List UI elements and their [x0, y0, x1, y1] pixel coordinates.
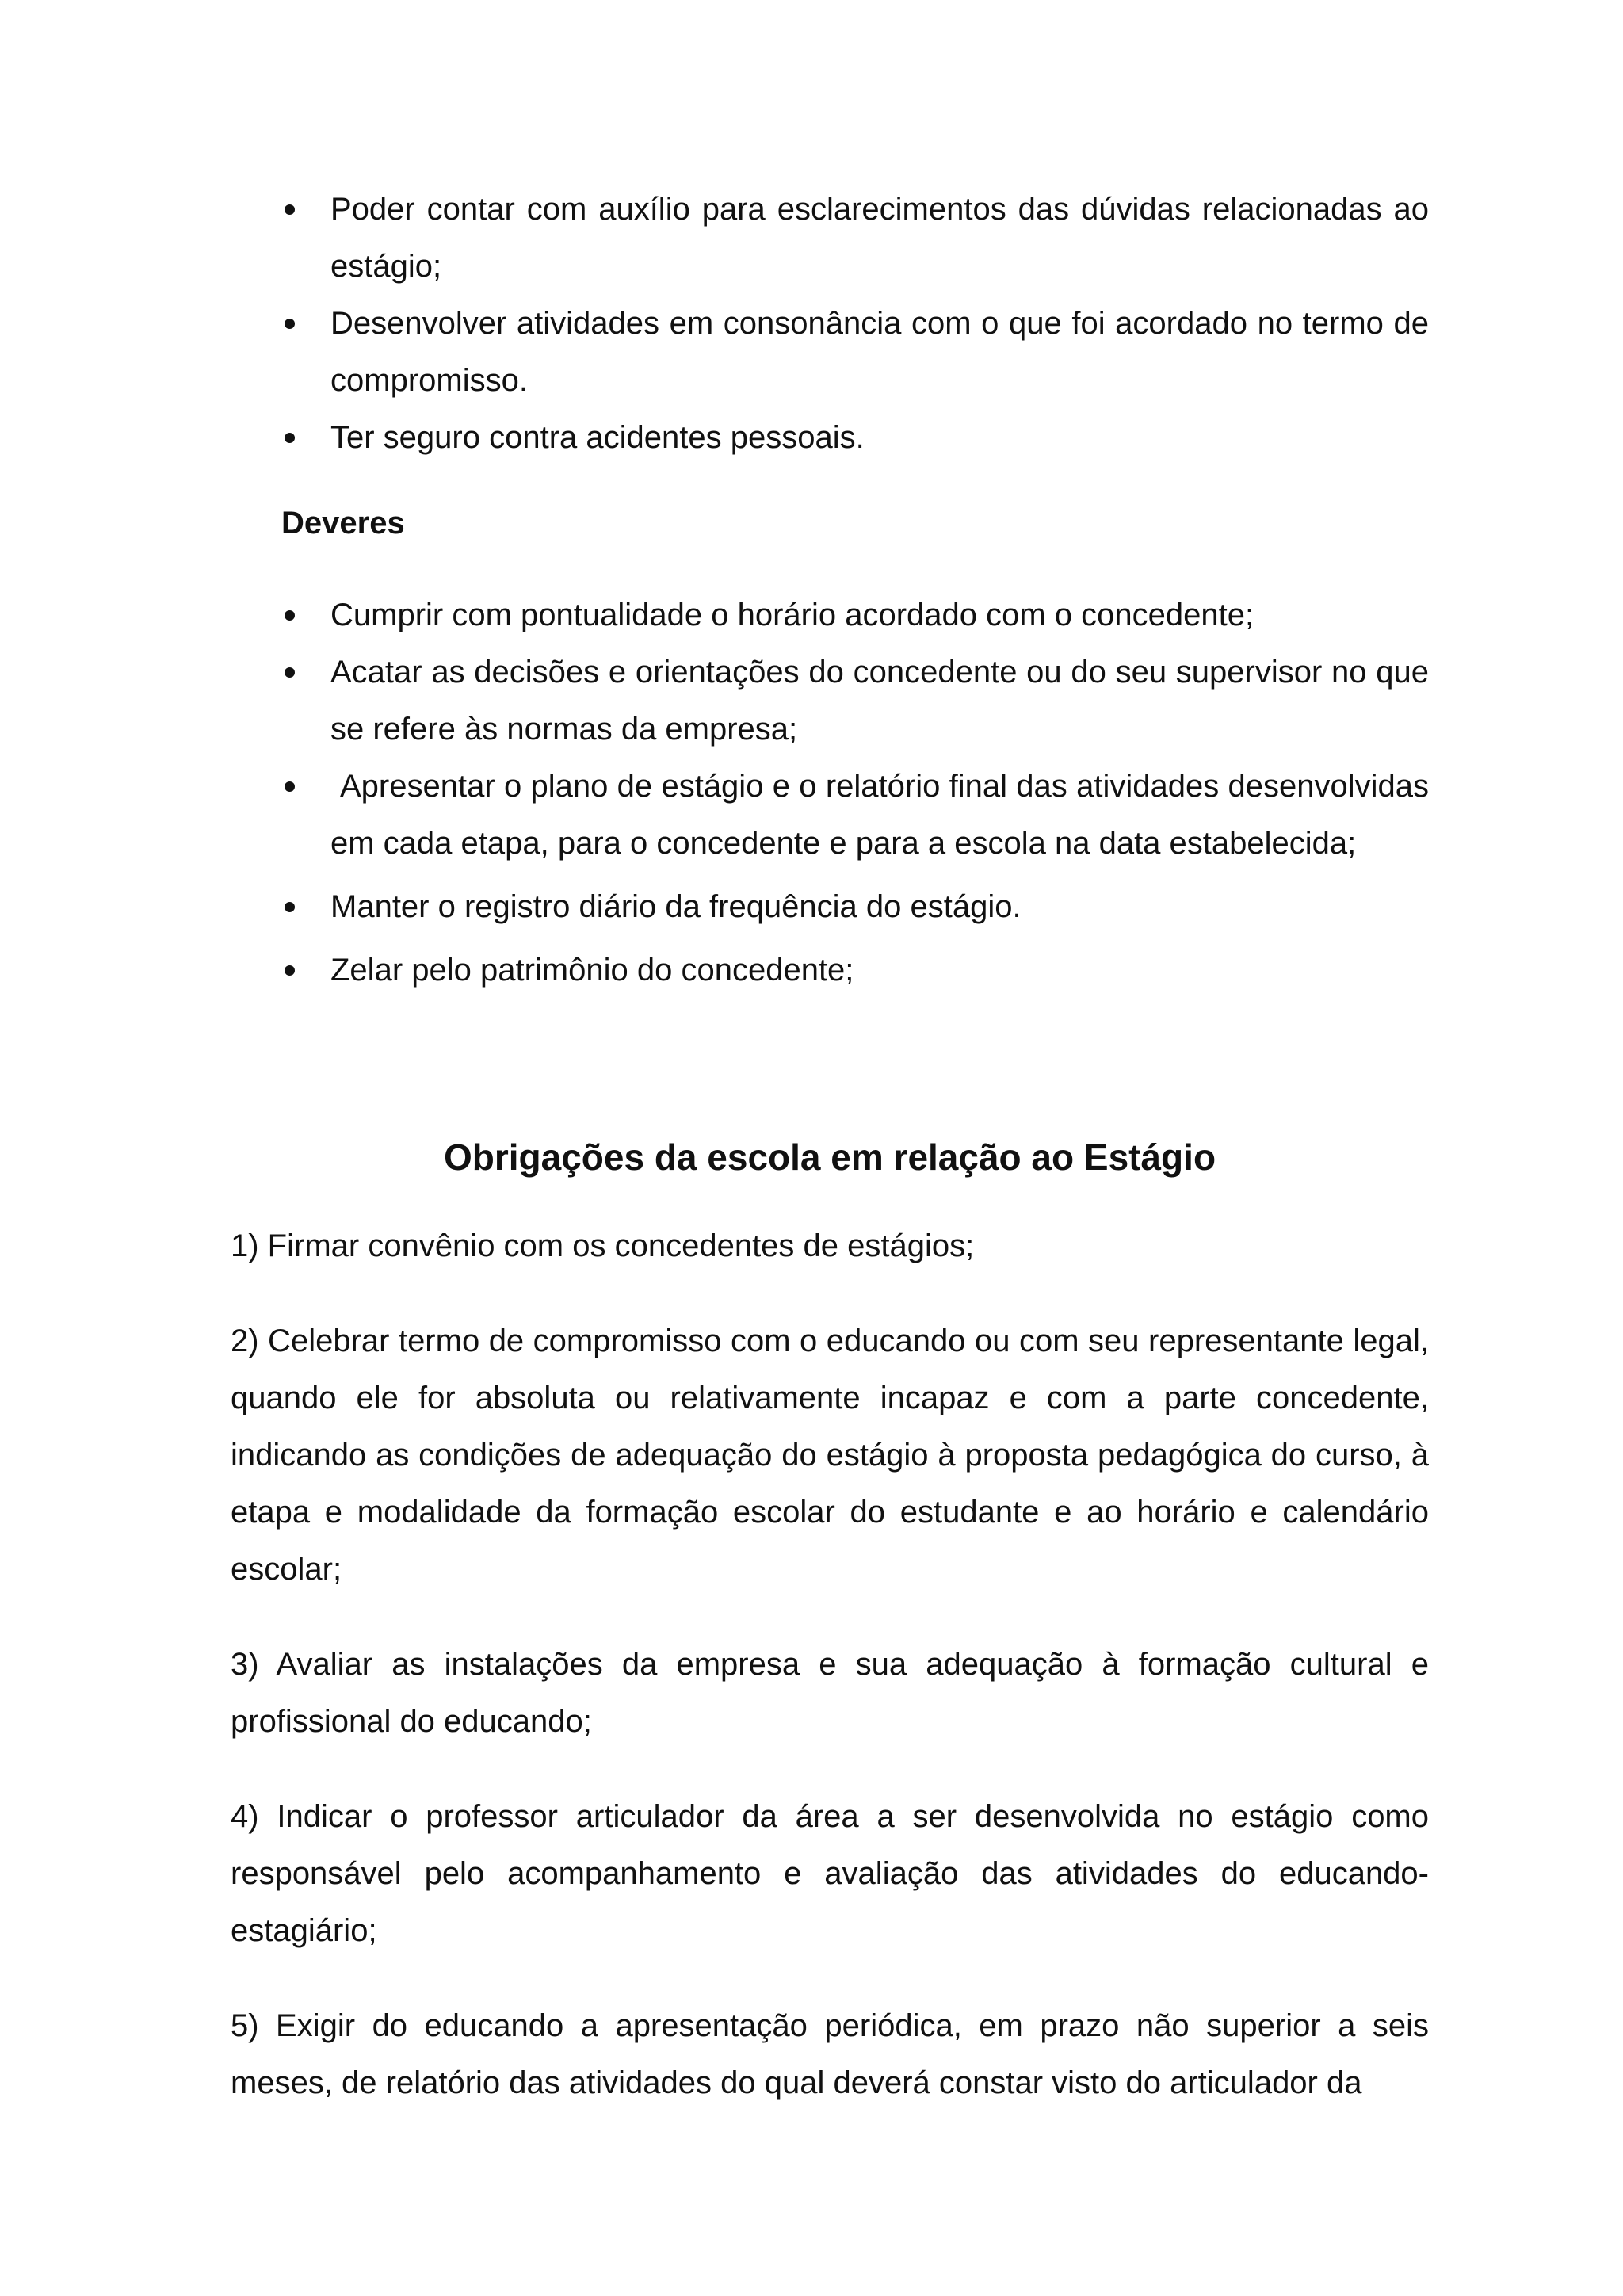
list-item: [281, 409, 1429, 466]
list-item-text: Desenvolver atividades em consonância com o que foi acordado no termo de compromisso.: [330, 306, 1429, 398]
list-item: [281, 181, 1429, 295]
page-content: [231, 181, 1429, 2111]
obligation-item-4: 4) Indicar o professor articulador da área a ser desenvolvida no estágio como responsável pelo acompanhamento e avaliação das atividades do educando-estagiário;: [231, 1799, 1429, 1948]
obligation-item-3: 3) Avaliar as instalações da empresa e sua adequação à formação cultural e profissional do educando;: [231, 1647, 1429, 1739]
duties-list: [281, 586, 1429, 999]
deveres-heading: Deveres: [281, 506, 405, 541]
list-item-text: Cumprir com pontualidade o horário acordado com o concedente;: [330, 598, 1254, 632]
rights-list: [281, 181, 1429, 466]
list-item-text: Apresentar o plano de estágio e o relatório final das atividades desenvolvidas em cada etapa, para o concedente e para a escola na data estabelecida;: [330, 769, 1429, 861]
bullet-icon: [285, 902, 295, 912]
list-item: [281, 644, 1429, 758]
list-item: [281, 758, 1429, 872]
obligation-item-2: 2) Celebrar termo de compromisso com o educando ou com seu representante legal, quando ele for absoluta ou relativamente incapaz e com a parte concedente, indicando as condições de adequação do estágio à proposta pedagógica do curso, à etapa e modalidade da formação escolar do estudante e ao horário e calendário escolar;: [231, 1324, 1429, 1587]
list-item: [281, 878, 1429, 935]
bullet-icon: [285, 319, 295, 329]
list-item-text: Zelar pelo patrimônio do concedente;: [330, 953, 854, 988]
bullet-icon: [285, 433, 295, 443]
list-item-text: Manter o registro diário da frequência do estágio.: [330, 889, 1022, 924]
list-item-text: Poder contar com auxílio para esclarecimentos das dúvidas relacionadas ao estágio;: [330, 192, 1429, 284]
bullet-icon: [285, 610, 295, 621]
section-title: Obrigações da escola em relação ao Estágio: [443, 1137, 1216, 1178]
bullet-icon: [285, 965, 295, 976]
list-item: [281, 942, 1429, 999]
list-item-text: Acatar as decisões e orientações do concedente ou do seu supervisor no que se refere às normas da empresa;: [330, 655, 1429, 747]
obligation-item-5: 5) Exigir do educando a apresentação periódica, em prazo não superior a seis meses, de relatório das atividades do qual deverá constar visto do articulador da: [231, 2008, 1429, 2100]
list-item: [281, 586, 1429, 644]
bullet-icon: [285, 667, 295, 678]
bullet-icon: [285, 204, 295, 215]
obligation-item-1: 1) Firmar convênio com os concedentes de estágios;: [231, 1228, 975, 1263]
list-item: [281, 295, 1429, 409]
bullet-icon: [285, 781, 295, 792]
list-item-text: Ter seguro contra acidentes pessoais.: [330, 420, 865, 455]
